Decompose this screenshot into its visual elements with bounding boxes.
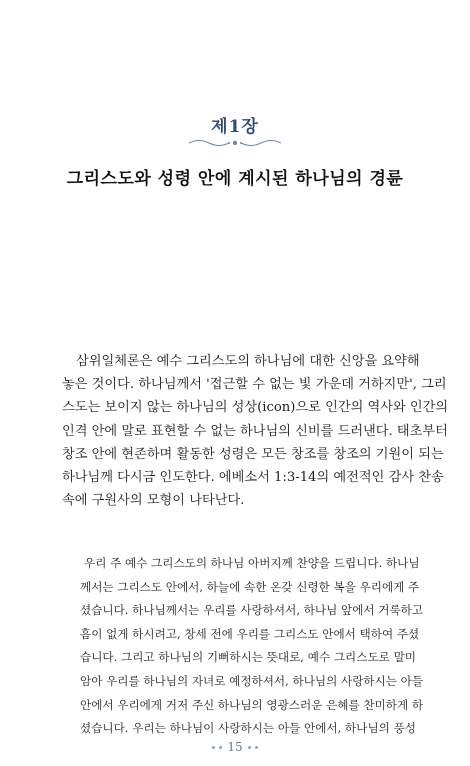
quote-line: 셨습니다. 우리는 하나님이 사랑하시는 아들 안에서, 하나님의 풍성 [80,721,416,736]
dot-ornament [255,746,258,749]
quote-line: 우리 주 예수 그리스도의 하나님 아버지께 찬양을 드립니다. 하나님 [84,556,420,570]
body-paragraph [62,350,449,512]
quote-line: 흠이 없게 하시려고, 창세 전에 우리를 그리스도 안에서 택하여 주셨 [80,626,420,641]
chapter-title: 그리스도와 성령 안에 계시된 하나님의 경륜 [66,169,404,189]
quote-line: 께서는 그리스도 안에서, 하늘에 속한 온갖 신령한 복을 우리에게 주 [80,579,420,594]
quote-line: 습니다. 그리고 하나님의 기뻐하시는 뜻대로, 예수 그리스도로 말미 [80,650,416,665]
dot-ornament [248,746,251,749]
body-line: 하나님께 다시금 인도한다. 에베소서 1:3-14의 예전적인 감사 찬송 [62,469,444,485]
body-line: 창조 안에 현존하며 활동한 성령은 모든 창조를 창조의 기원이 되는 [62,446,444,462]
page-footer [0,740,470,754]
body-line: 놓은 것이다. 하나님께서 '접근할 수 없는 빛 가운데 거하지만', 그리 [62,377,447,393]
body-line: 삼위일체론은 예수 그리스도의 하나님에 대한 신앙을 요약해 [76,354,420,369]
quote-line: 암아 우리를 하나님의 자녀로 예정하셔서, 하나님의 사랑하시는 아들 [80,673,424,688]
body-line: 스도는 보이지 않는 하나님의 성상(icon)으로 인간의 역사와 인간의 [62,400,449,416]
scripture-quote [80,552,424,741]
ornament-flourish [185,136,285,150]
page-number: 15 [227,740,243,754]
body-line: 인격 안에 말로 표현할 수 없는 하나님의 신비를 드러낸다. 태초부터 [62,423,448,439]
quote-line: 셨습니다. 하나님께서는 우리를 사랑하셔서, 하나님 앞에서 거룩하고 [80,603,424,618]
body-line: 속에 구원사의 모형이 나타난다. [62,493,245,509]
chapter-label: 제1장 [211,117,259,137]
dot-ornament [212,746,215,749]
quote-line: 안에서 우리에게 거저 주신 하나님의 영광스러운 은혜를 찬미하게 하 [80,697,424,712]
dot-ornament [219,746,222,749]
